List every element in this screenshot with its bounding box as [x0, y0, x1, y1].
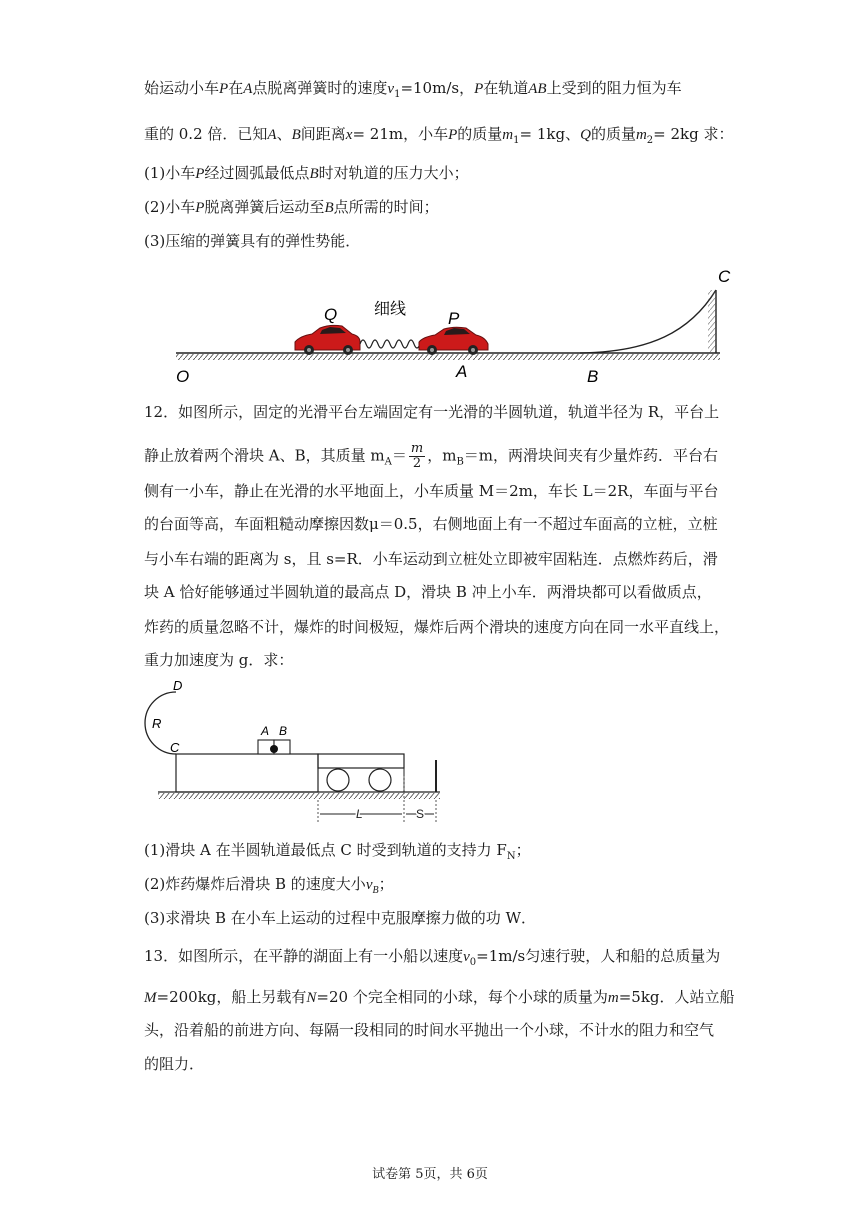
q12-line-7: 炸药的质量忽略不计，爆炸的时间极短，爆炸后两个滑块的速度方向在同一水平直线上， [144, 618, 730, 636]
label-q: Q [324, 305, 338, 324]
q12-figure [140, 672, 460, 832]
page-footer: 试卷第 5页，共 6页 [372, 1167, 488, 1182]
q13-line-3: 头，沿着船的前进方向、每隔一段相同的时间水平抛出一个小球，不计水的阻力和空气 [144, 1021, 715, 1039]
label-p: P [448, 309, 460, 328]
cart-wheel-left [327, 769, 349, 791]
label-rope: 细线 [374, 301, 407, 318]
q12-line-2: 静止放着两个滑块 A、B，其质量 $m_A=$ $\frac{m}{2}$ ，$m_B=m$，两滑块间夹有少量炸药．平台右 [144, 441, 719, 471]
q12-line-8: 重力加速度为 g．求： [144, 651, 294, 669]
q12-part-1: (1)滑块 A 在半圆轨道最低点 C 时受到轨道的支持力 $F_N$； [144, 841, 531, 862]
q11-line-1: 始运动小车P在A点脱离弹簧时的速度$v_1=10m/s$，P在轨道AB上受到的阻力恒为车 [144, 79, 682, 100]
cart-wheel-right [369, 769, 391, 791]
label-b: B [587, 367, 599, 386]
car-p [419, 327, 488, 355]
curved-track [580, 290, 716, 353]
q13-line-4: 的阻力． [144, 1055, 205, 1073]
q12-line-4: 的台面等高，车面粗糙动摩擦因数μ＝0.5，右侧地面上有一不超过车面高的立桩，立桩 [144, 515, 718, 533]
label-b: B [279, 724, 288, 738]
platform [176, 754, 318, 792]
ground-hatch [176, 354, 720, 360]
label-s: S [416, 807, 425, 821]
label-c: C [170, 740, 180, 755]
label-c: C [718, 267, 731, 286]
q12-part-2: (2)炸药爆炸后滑块 B 的速度大小$v_B$； [144, 875, 394, 896]
q12-line-3: 侧有一小车，静止在光滑的水平地面上，小车质量 M＝2m，车长 L＝2R，车面与平台 [144, 482, 719, 500]
label-l: L [356, 807, 363, 821]
q11-part-2: (2)小车P脱离弹簧后运动至B点所需的时间； [144, 198, 439, 216]
q12-line-6: 块 A 恰好能够通过半圆轨道的最高点 D，滑块 B 冲上小车．两滑块都可以看做质点， [144, 583, 712, 601]
label-a: A [456, 362, 468, 381]
q11-part-1: (1)小车P经过圆弧最低点B时对轨道的压力大小； [144, 164, 469, 182]
q11-line-2: 重的 0.2 倍．已知A、B间距离x= 21m，小车P的质量$m_1= 1kg$、Q的质量$m_2= 2kg$ 求： [144, 125, 734, 146]
label-o: O [176, 367, 190, 386]
q12-line-1: 12．如图所示，固定的光滑平台左端固定有一光滑的半圆轨道，轨道半径为 R，平台上 [144, 403, 720, 421]
q12-line-5: 与小车右端的距离为 s，且 s=R．小车运动到立桩处立即被牢固粘连．点燃炸药后，滑 [144, 550, 718, 568]
label-r: R [152, 716, 162, 731]
cart-body [318, 754, 404, 768]
label-d: D [173, 678, 183, 693]
label-a: A [261, 724, 270, 738]
explosive [270, 745, 278, 753]
q13-line-2: M=200kg，船上另载有N=20 个完全相同的小球，每个小球的质量为m=5kg．人站立船 [144, 988, 735, 1006]
q11-figure [160, 262, 750, 392]
car-q [295, 325, 360, 355]
spring [360, 340, 420, 348]
q11-part-3: (3)压缩的弹簧具有的弹性势能． [144, 232, 361, 250]
q12-part-3: (3)求滑块 B 在小车上运动的过程中克服摩擦力做的功 W． [144, 909, 536, 927]
q13-line-1: 13．如图所示，在平静的湖面上有一小船以速度$v_0=1m/s$匀速行驶，人和船的总质量为 [144, 947, 721, 968]
